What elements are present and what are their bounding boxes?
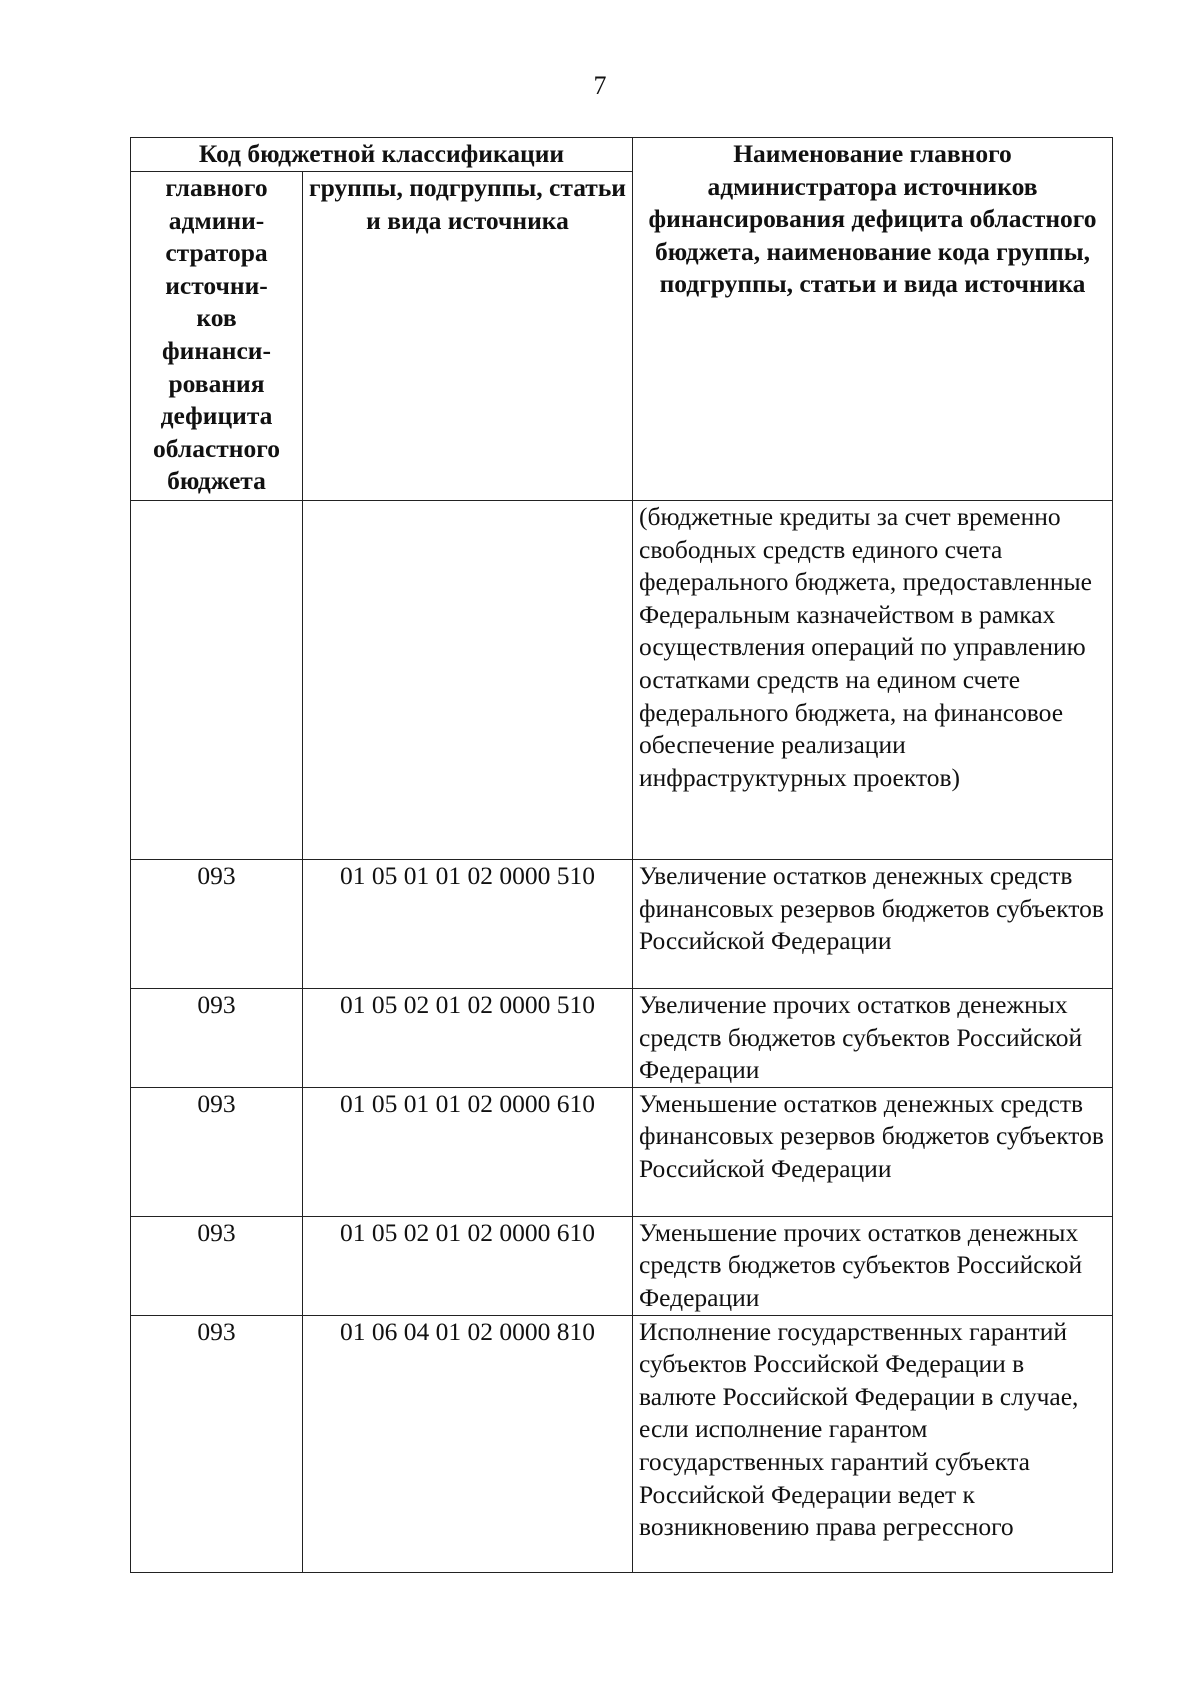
group-code-cell: 01 05 02 01 02 0000 510	[303, 989, 633, 1088]
admin-code-header-line: дефицита	[160, 401, 273, 431]
page-number: 7	[593, 71, 607, 100]
admin-code-header-line: ков	[196, 303, 237, 333]
group-code-cell: 01 05 01 01 02 0000 610	[303, 1087, 633, 1216]
classification-header: Код бюджетной классификации	[131, 138, 633, 172]
group-code-cell: 01 06 04 01 02 0000 810	[303, 1315, 633, 1572]
budget-classification-table	[130, 137, 1113, 1573]
description-cell: Уменьшение прочих остатков денежных средств бюджетов субъектов Российской Федерации	[633, 1216, 1113, 1315]
admin-code-cell: 093	[131, 1087, 303, 1216]
admin-code-header-line: бюджета	[167, 466, 266, 496]
admin-code-cell	[131, 501, 303, 860]
description-cell: Увеличение прочих остатков денежных средств бюджетов субъектов Российской Федерации	[633, 989, 1113, 1088]
table-row-continuation	[131, 501, 1113, 860]
group-code-cell: 01 05 01 01 02 0000 510	[303, 860, 633, 989]
admin-code-column-header	[131, 172, 303, 501]
admin-code-cell: 093	[131, 1315, 303, 1572]
table-row	[131, 1315, 1113, 1572]
description-cell: Увеличение остатков денежных средств финансовых резервов бюджетов субъектов Российской Федерации	[633, 860, 1113, 989]
group-code-cell: 01 05 02 01 02 0000 610	[303, 1216, 633, 1315]
admin-code-header-line: источни-	[165, 270, 268, 300]
admin-code-header-line: финанси-	[162, 335, 271, 365]
table-row	[131, 1216, 1113, 1315]
description-cell: Исполнение государственных гарантий субъектов Российской Федерации в валюте Российской Федерации в случае, если исполнение гарантом государственных гарантий субъекта Российской Федерации ведет к возникновению права регрессного	[633, 1315, 1113, 1572]
admin-code-header-line: главного	[165, 173, 268, 202]
admin-code-cell: 093	[131, 1216, 303, 1315]
admin-code-header-line: областного	[153, 433, 280, 463]
admin-code-header-line: админи-	[168, 205, 265, 235]
name-column-header: Наименование главного администратора источников финансирования дефицита областного бюджета, наименование кода группы, подгруппы, статьи и вида источника	[633, 138, 1113, 501]
group-code-column-header: группы, подгруппы, статьи и вида источника	[303, 172, 633, 501]
admin-code-header-line: стратора	[165, 238, 268, 268]
header-row-top	[131, 138, 1113, 172]
description-cell: Уменьшение остатков денежных средств финансовых резервов бюджетов субъектов Российской Федерации	[633, 1087, 1113, 1216]
table-row	[131, 860, 1113, 989]
table-row	[131, 989, 1113, 1088]
admin-code-header-line: рования	[168, 368, 265, 398]
table-row	[131, 1087, 1113, 1216]
admin-code-cell: 093	[131, 989, 303, 1088]
group-code-cell	[303, 501, 633, 860]
admin-code-cell: 093	[131, 860, 303, 989]
description-cell: (бюджетные кредиты за счет временно свободных средств единого счета федерального бюджета, предоставленные Федеральным казначейством в рамках осуществления операций по управлению остатками средств на едином счете федерального бюджета, на финансовое обеспечение реализации инфраструктурных проектов)	[633, 501, 1113, 860]
